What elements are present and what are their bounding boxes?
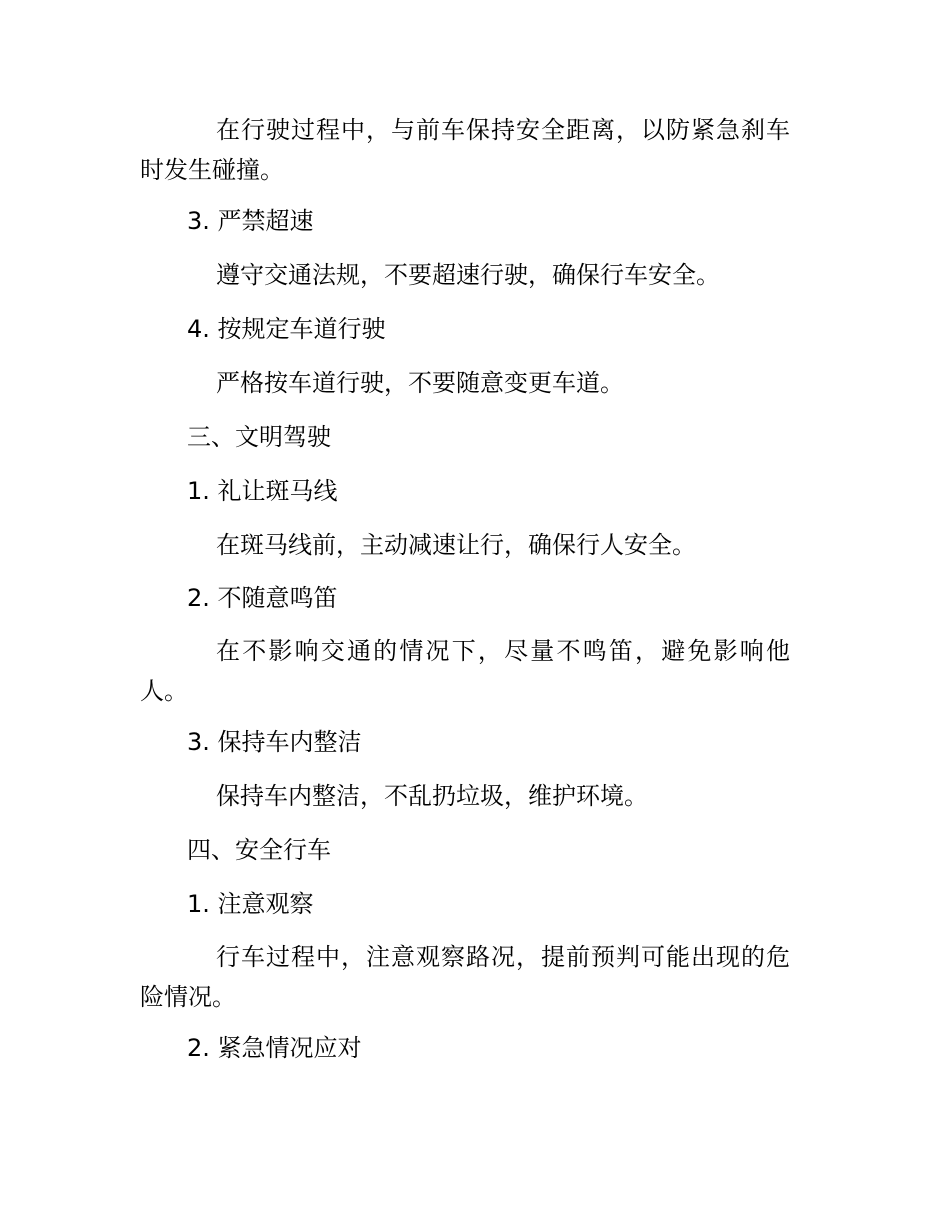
subheading-clean-car: 3. 保持车内整洁 <box>187 728 362 756</box>
paragraph-observe-road: 行车过程中，注意观察路况，提前预判可能出现的危险情况。 <box>140 943 790 1011</box>
paragraph-keep-car-clean: 保持车内整洁，不乱扔垃圾，维护环境。 <box>216 782 648 810</box>
subheading-no-speeding: 3. 严禁超速 <box>187 207 314 235</box>
subheading-yield-crosswalk: 1. 礼让斑马线 <box>187 477 338 505</box>
subheading-observe: 1. 注意观察 <box>187 890 314 918</box>
subheading-lane-driving: 4. 按规定车道行驶 <box>187 315 386 343</box>
subheading-no-honking: 2. 不随意鸣笛 <box>187 584 338 612</box>
subheading-emergency-response: 2. 紧急情况应对 <box>187 1034 362 1062</box>
paragraph-obey-traffic-law: 遵守交通法规，不要超速行驶，确保行车安全。 <box>216 261 720 289</box>
section-heading-safe-driving: 四、安全行车 <box>187 836 331 864</box>
section-heading-civilized-driving: 三、文明驾驶 <box>187 423 331 451</box>
paragraph-avoid-honking: 在不影响交通的情况下，尽量不鸣笛，避免影响他人。 <box>140 637 790 705</box>
paragraph-crosswalk-yield: 在斑马线前，主动减速让行，确保行人安全。 <box>216 531 696 559</box>
paragraph-keep-lane: 严格按车道行驶，不要随意变更车道。 <box>216 369 624 397</box>
paragraph-safe-distance: 在行驶过程中，与前车保持安全距离，以防紧急刹车时发生碰撞。 <box>140 116 790 184</box>
